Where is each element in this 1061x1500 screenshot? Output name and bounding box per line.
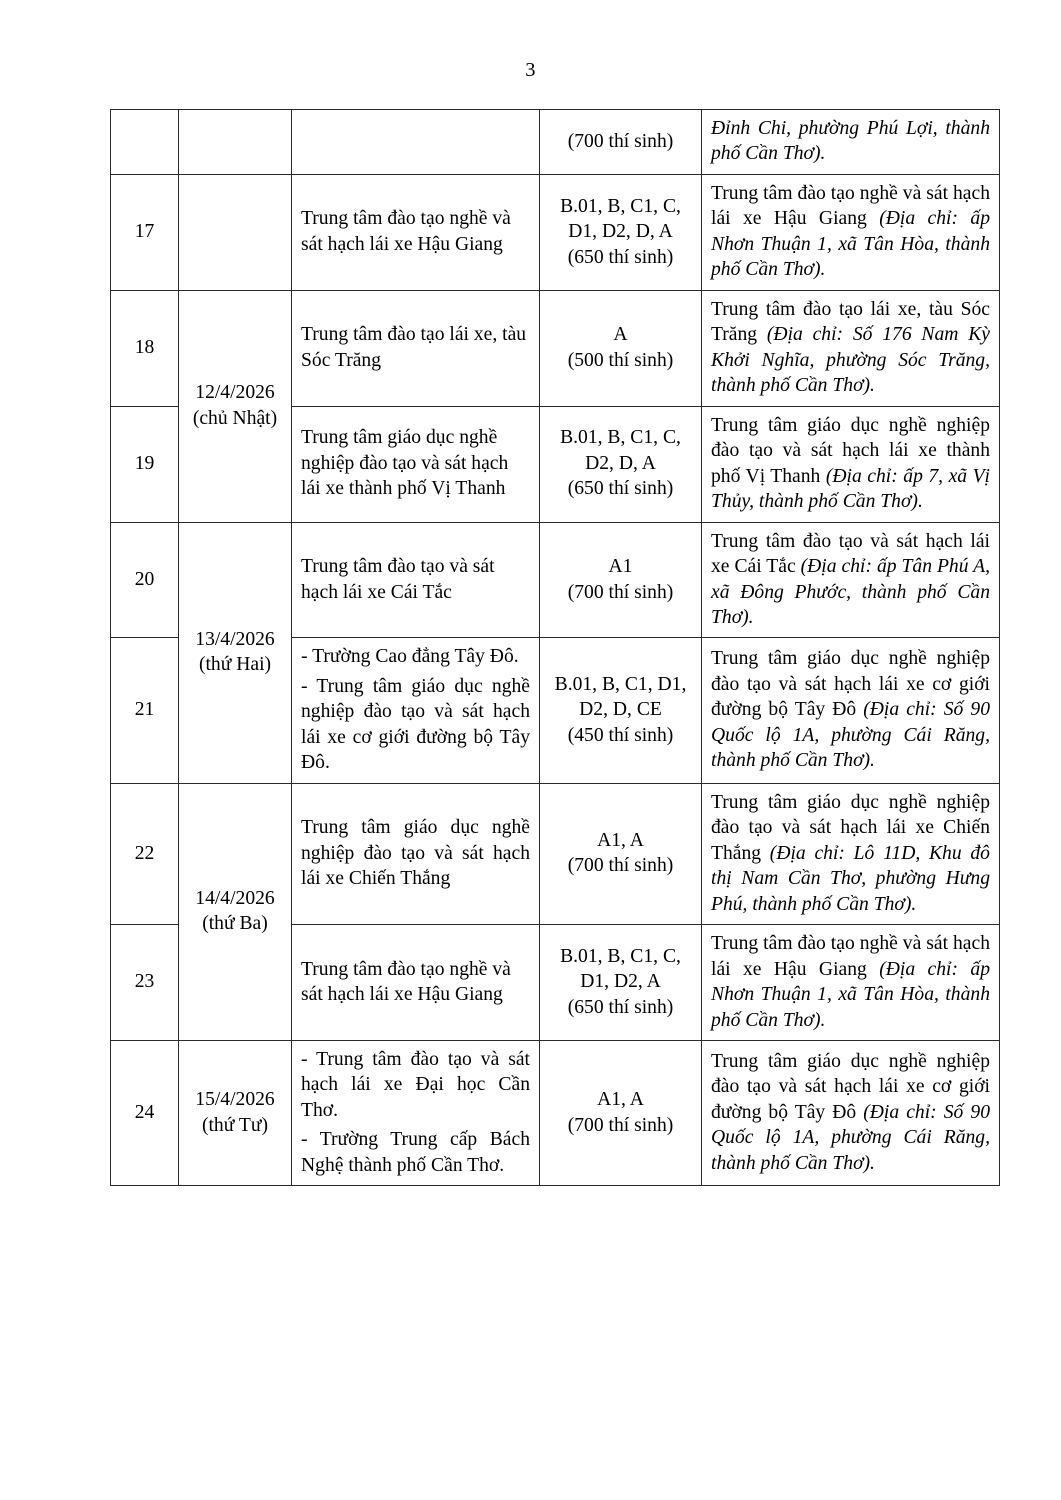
cell-unit: Trung tâm đào tạo và sát hạch lái xe Cái Tắc (292, 522, 540, 638)
table-row (111, 783, 1000, 924)
cell-date-weekday: (chủ Nhật) (192, 407, 278, 429)
cell-address (702, 783, 1000, 924)
table-row (111, 290, 1000, 406)
page-number: 3 (525, 59, 536, 81)
cell-category (540, 174, 702, 290)
cell-stt: 18 (111, 290, 179, 406)
cell-category-codes: B.01, B, C1, D1, D2, D, CE (554, 673, 687, 721)
cell-stt: 20 (111, 522, 179, 638)
cell-address (702, 638, 1000, 783)
cell-address-italic: (Địa chỉ: ấp 7, xã Vị Thủy, thành phố Cần Thơ). (711, 465, 990, 513)
cell-date-value: 14/4/2026 (195, 887, 275, 909)
cell-date-weekday: (thứ Hai) (198, 654, 272, 676)
cell-date-value: 15/4/2026 (195, 1089, 275, 1111)
cell-category (540, 638, 702, 783)
cell-category (540, 783, 702, 924)
cell-unit-line: - Trường Trung cấp Bách Nghệ thành phố Cần Thơ. (301, 1129, 530, 1176)
table-row (111, 1041, 1000, 1186)
cell-unit-line: - Trường Cao đẳng Tây Đô. (301, 646, 519, 668)
cell-capacity: (700 thí sinh) (567, 130, 674, 152)
cell-date-merged (179, 1041, 292, 1186)
cell-address (702, 925, 1000, 1041)
cell-category (540, 522, 702, 638)
cell-unit: Trung tâm đào tạo nghề và sát hạch lái xe Hậu Giang (292, 925, 540, 1041)
cell-stt: 22 (111, 783, 179, 924)
cell-date-merged (179, 522, 292, 783)
cell-capacity: (700 thí sinh) (567, 1114, 674, 1136)
cell-stt (111, 110, 179, 175)
cell-address-italic: (Địa chỉ: Số 90 Quốc lộ 1A, phường Cái Răng, thành phố Cần Thơ). (711, 699, 990, 772)
table-row (111, 174, 1000, 290)
cell-address-plain: Trung tâm giáo dục nghề nghiệp đào tạo và sát hạch lái xe cơ giới đường bộ Tây Đô (711, 648, 990, 721)
cell-category (540, 1041, 702, 1186)
cell-date (179, 110, 292, 175)
cell-unit: Trung tâm giáo dục nghề nghiệp đào tạo và sát hạch lái xe thành phố Vị Thanh (292, 406, 540, 522)
cell-category (540, 925, 702, 1041)
cell-address (702, 522, 1000, 638)
cell-category-codes: A1, A (597, 1089, 644, 1111)
cell-date-merged (179, 290, 292, 522)
cell-date-weekday: (thứ Tư) (201, 1114, 269, 1136)
cell-address-plain: Trung tâm giáo dục nghề nghiệp đào tạo và sát hạch lái xe Chiến Thắng (711, 791, 990, 864)
cell-address-plain: Trung tâm đào tạo nghề và sát hạch lái xe Hậu Giang (711, 182, 990, 230)
cell-address-plain: Trung tâm đào tạo lái xe, tàu Sóc Trăng (711, 298, 990, 346)
cell-stt: 21 (111, 638, 179, 783)
cell-category-codes: B.01, B, C1, C, D1, D2, A (560, 945, 681, 993)
cell-unit (292, 110, 540, 175)
table-row (111, 110, 1000, 175)
cell-stt: 19 (111, 406, 179, 522)
cell-address-italic: (Địa chỉ: ấp Nhơn Thuận 1, xã Tân Hòa, thành phố Cần Thơ). (711, 208, 990, 281)
cell-category-codes: A1 (608, 556, 633, 578)
cell-address-italic: (Địa chỉ: ấp Tân Phú A, xã Đông Phước, thành phố Cần Thơ). (711, 556, 991, 628)
cell-capacity: (700 thí sinh) (567, 581, 674, 603)
cell-date-value: 12/4/2026 (195, 382, 275, 404)
exam-schedule-table (110, 109, 1000, 1186)
cell-address-plain: Trung tâm đào tạo và sát hạch lái xe Cái Tắc (711, 530, 990, 578)
cell-address (702, 290, 1000, 406)
cell-address (702, 406, 1000, 522)
cell-date-value: 13/4/2026 (195, 628, 275, 650)
cell-address-italic: (Địa chỉ: Lô 11D, Khu đô thị Nam Cần Thơ, phường Hưng Phú, thành phố Cần Thơ). (711, 842, 990, 915)
schedule-table-container (110, 109, 999, 1186)
cell-category-codes: B.01, B, C1, C, D1, D2, D, A (560, 195, 681, 243)
cell-category (540, 290, 702, 406)
cell-category-codes: A1, A (597, 829, 644, 851)
cell-category (540, 110, 702, 175)
cell-stt: 24 (111, 1041, 179, 1186)
cell-address-italic: (Địa chỉ: ấp Nhơn Thuận 1, xã Tân Hòa, thành phố Cần Thơ). (711, 958, 990, 1031)
cell-capacity: (650 thí sinh) (567, 478, 674, 500)
cell-date (179, 174, 292, 290)
cell-address-italic: (Địa chỉ: Số 176 Nam Kỳ Khởi Nghĩa, phường Sóc Trăng, thành phố Cần Thơ). (711, 324, 990, 397)
cell-address (702, 174, 1000, 290)
cell-address-italic: Đỉnh Chi, phường Phú Lợi, thành phố Cần Thơ). (711, 118, 990, 165)
cell-address-plain: Trung tâm giáo dục nghề nghiệp đào tạo và sát hạch lái xe cơ giới đường bộ Tây Đô (711, 1051, 990, 1123)
cell-date-merged (179, 783, 292, 1040)
cell-unit-line: - Trung tâm đào tạo và sát hạch lái xe Đại học Cần Thơ. (301, 1049, 530, 1121)
cell-category-codes: B.01, B, C1, C, D2, D, A (560, 427, 681, 474)
cell-unit: Trung tâm đào tạo lái xe, tàu Sóc Trăng (292, 290, 540, 406)
cell-capacity: (650 thí sinh) (567, 996, 674, 1018)
cell-unit: Trung tâm đào tạo nghề và sát hạch lái xe Hậu Giang (292, 174, 540, 290)
cell-capacity: (450 thí sinh) (567, 724, 674, 746)
cell-category-codes: A (613, 324, 628, 346)
cell-capacity: (500 thí sinh) (567, 349, 674, 371)
cell-capacity: (700 thí sinh) (567, 855, 674, 877)
cell-address-plain: Trung tâm giáo dục nghề nghiệp đào tạo và sát hạch lái xe thành phố Vị Thanh (711, 414, 990, 487)
table-row (111, 522, 1000, 638)
cell-date-weekday: (thứ Ba) (202, 913, 268, 935)
cell-unit (292, 1041, 540, 1186)
cell-capacity: (650 thí sinh) (567, 246, 674, 268)
cell-stt: 23 (111, 925, 179, 1041)
cell-unit-line: - Trung tâm giáo dục nghề nghiệp đào tạo và sát hạch lái xe cơ giới đường bộ Tây Đô. (301, 675, 530, 774)
cell-category (540, 406, 702, 522)
cell-address (702, 1041, 1000, 1186)
cell-address-plain: Trung tâm đào tạo nghề và sát hạch lái xe Hậu Giang (711, 933, 990, 980)
cell-unit: Trung tâm giáo dục nghề nghiệp đào tạo và sát hạch lái xe Chiến Thắng (292, 783, 540, 924)
cell-address-italic: (Địa chỉ: Số 90 Quốc lộ 1A, phường Cái Răng, thành phố Cần Thơ). (711, 1101, 990, 1174)
cell-stt: 17 (111, 174, 179, 290)
cell-unit (292, 638, 540, 783)
cell-address (702, 110, 1000, 175)
